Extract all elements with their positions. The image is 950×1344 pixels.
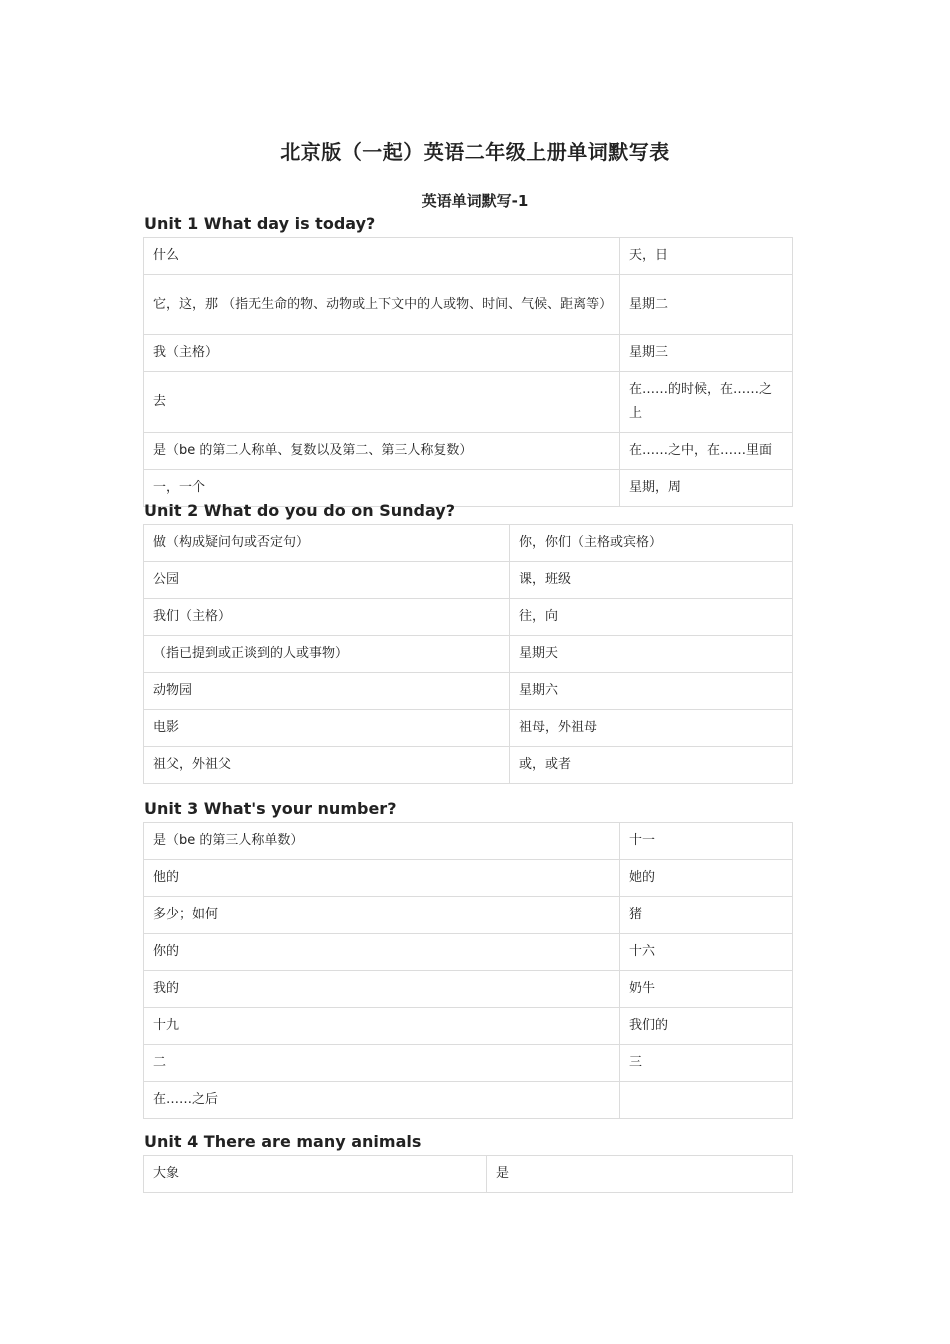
unit-1-table	[143, 237, 793, 507]
table-cell: 是（be 的第二人称单、复数以及第二、第三人称复数）	[144, 433, 620, 470]
table-cell: 做（构成疑问句或否定句）	[144, 525, 510, 562]
table-row	[144, 897, 793, 934]
table-cell: 十一	[620, 823, 793, 860]
table-cell: 在……的时候，在……之上	[620, 372, 793, 433]
table-cell: 星期二	[620, 275, 793, 335]
table-cell: 你的	[144, 934, 620, 971]
table-cell: 十六	[620, 934, 793, 971]
table-cell: 在……之中，在……里面	[620, 433, 793, 470]
unit-2-heading: Unit 2 What do you do on Sunday?	[144, 501, 455, 520]
table-cell: 十九	[144, 1008, 620, 1045]
table-cell: 他的	[144, 860, 620, 897]
table-cell: 奶牛	[620, 971, 793, 1008]
table-cell: 我们（主格）	[144, 599, 510, 636]
table-row	[144, 636, 793, 673]
table-cell: 课，班级	[510, 562, 793, 599]
table-cell: 公园	[144, 562, 510, 599]
table-row	[144, 525, 793, 562]
table-cell: 祖母，外祖母	[510, 710, 793, 747]
table-cell: 去	[144, 372, 620, 433]
table-cell: 往，向	[510, 599, 793, 636]
table-row	[144, 562, 793, 599]
unit-4-heading: Unit 4 There are many animals	[144, 1132, 422, 1151]
table-cell	[620, 1082, 793, 1119]
unit-4-table	[143, 1155, 793, 1193]
table-row	[144, 599, 793, 636]
table-row	[144, 971, 793, 1008]
table-row	[144, 372, 793, 433]
table-cell: 多少；如何	[144, 897, 620, 934]
table-row	[144, 710, 793, 747]
table-cell: 你，你们（主格或宾格）	[510, 525, 793, 562]
table-row	[144, 275, 793, 335]
table-row	[144, 934, 793, 971]
table-row	[144, 433, 793, 470]
table-cell: 大象	[144, 1156, 487, 1193]
table-row	[144, 860, 793, 897]
table-cell: 一，一个	[144, 470, 620, 507]
table-cell: 猪	[620, 897, 793, 934]
table-cell: 是	[487, 1156, 793, 1193]
table-cell: 星期六	[510, 673, 793, 710]
table-cell: 它，这，那 （指无生命的物、动物或上下文中的人或物、时间、气候、距离等）	[144, 275, 620, 335]
table-cell: （指已提到或正谈到的人或事物）	[144, 636, 510, 673]
table-row	[144, 1082, 793, 1119]
table-row	[144, 1156, 793, 1193]
table-cell: 她的	[620, 860, 793, 897]
table-cell: 三	[620, 1045, 793, 1082]
document-subtitle: 英语单词默写-1	[421, 192, 529, 210]
table-cell: 天，日	[620, 238, 793, 275]
table-cell: 星期天	[510, 636, 793, 673]
table-cell: 我（主格）	[144, 335, 620, 372]
table-cell: 我们的	[620, 1008, 793, 1045]
table-row	[144, 823, 793, 860]
table-row	[144, 238, 793, 275]
document-title: 北京版（一起）英语二年级上册单词默写表	[280, 140, 670, 164]
table-row	[144, 335, 793, 372]
table-cell: 电影	[144, 710, 510, 747]
table-cell: 我的	[144, 971, 620, 1008]
unit-1-heading: Unit 1 What day is today?	[144, 214, 376, 233]
table-cell: 动物园	[144, 673, 510, 710]
table-row	[144, 1008, 793, 1045]
unit-3-heading: Unit 3 What's your number?	[144, 799, 397, 818]
table-cell: 星期三	[620, 335, 793, 372]
table-row	[144, 673, 793, 710]
table-row	[144, 1045, 793, 1082]
unit-2-table	[143, 524, 793, 784]
table-cell: 什么	[144, 238, 620, 275]
table-cell: 星期，周	[620, 470, 793, 507]
table-row	[144, 747, 793, 784]
table-cell: 或，或者	[510, 747, 793, 784]
table-cell: 祖父，外祖父	[144, 747, 510, 784]
unit-3-table	[143, 822, 793, 1119]
table-cell: 二	[144, 1045, 620, 1082]
table-cell: 是（be 的第三人称单数）	[144, 823, 620, 860]
table-cell: 在……之后	[144, 1082, 620, 1119]
